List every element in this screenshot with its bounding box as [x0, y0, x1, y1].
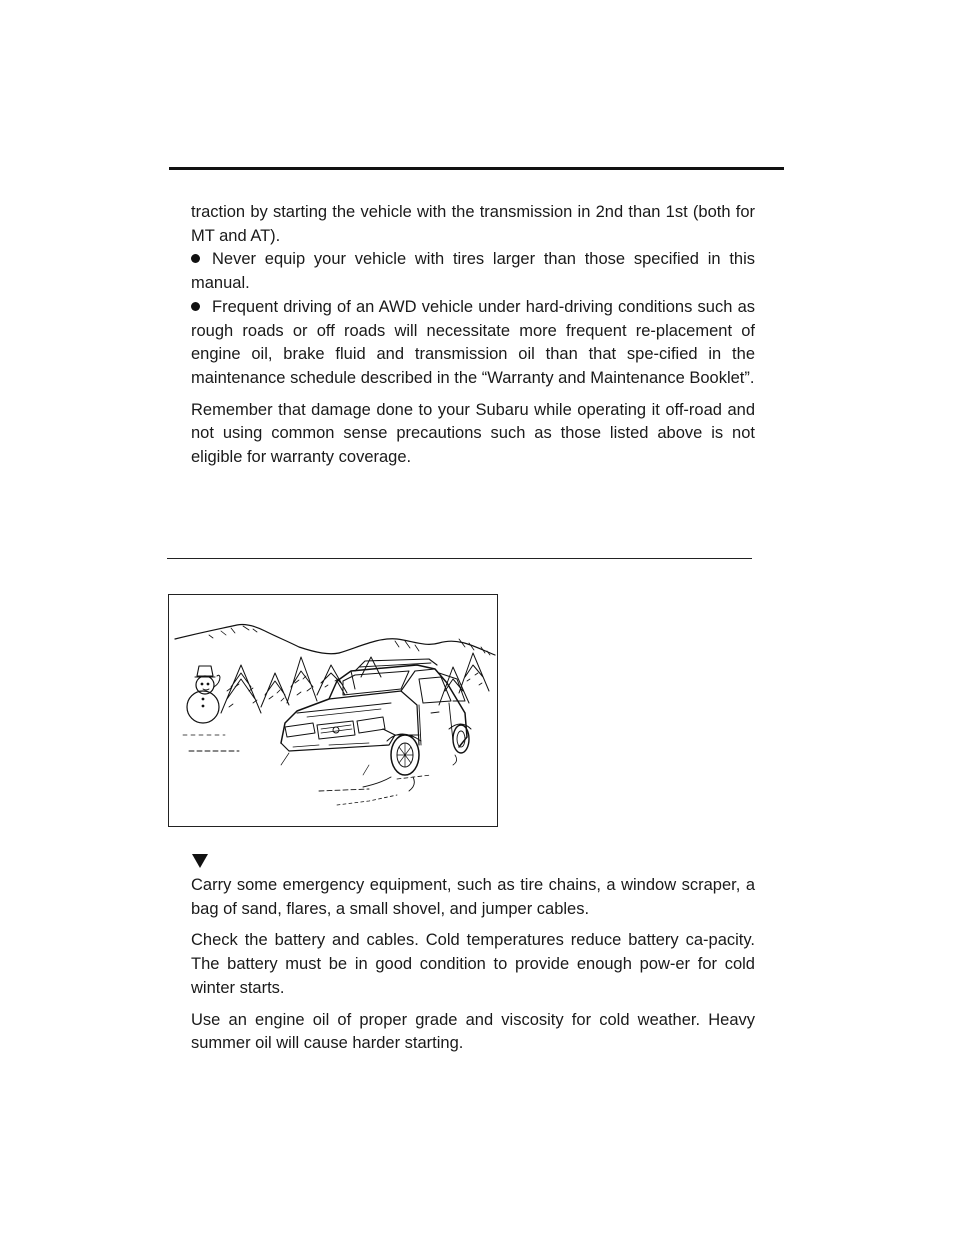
paragraph-maintenance — [191, 296, 755, 391]
winter-car-illustration-icon — [169, 595, 497, 826]
section-divider — [167, 558, 752, 559]
paragraph-traction: traction by starting the vehicle with the transmission in 2nd than 1st (both for MT and AT). — [191, 203, 755, 245]
triangle-down-icon — [191, 853, 209, 869]
bullet-icon — [191, 302, 200, 311]
paragraph-engine-oil: Use an engine oil of proper grade and viscosity for cold weather. Heavy summer oil will cause harder starting. — [191, 1010, 755, 1053]
header-rule — [169, 167, 784, 170]
top-text-section — [191, 201, 755, 470]
paragraph-tire-size-text: Never equip your vehicle with tires larger than those specified in this manual. — [191, 250, 755, 293]
paragraph-emergency-equipment: Carry some emergency equipment, such as tire chains, a window scraper, a bag of sand, flares, a small shovel, and jumper cables. — [191, 876, 755, 918]
paragraph-maintenance-text: Frequent driving of an AWD vehicle under hard-driving conditions such as rough roads or off roads will necessitate more frequent re-placement of engine oil, brake fluid and transmission oil than that spe-cified in the maintenance schedule described in the “Warranty and Maintenance Booklet”. — [191, 297, 755, 387]
bottom-text-section — [191, 874, 755, 1056]
bullet-icon — [191, 254, 200, 263]
paragraph-warranty: Remember that damage done to your Subaru while operating it off-road and not using common sense precautions such as those listed above is not eligible for warranty coverage. — [191, 400, 755, 467]
winter-driving-figure — [168, 594, 498, 827]
paragraph-tire-size — [191, 248, 755, 295]
paragraph-battery: Check the battery and cables. Cold temperatures reduce battery ca-pacity. The battery must be in good condition to provide enough pow-er for cold winter starts. — [191, 931, 755, 997]
